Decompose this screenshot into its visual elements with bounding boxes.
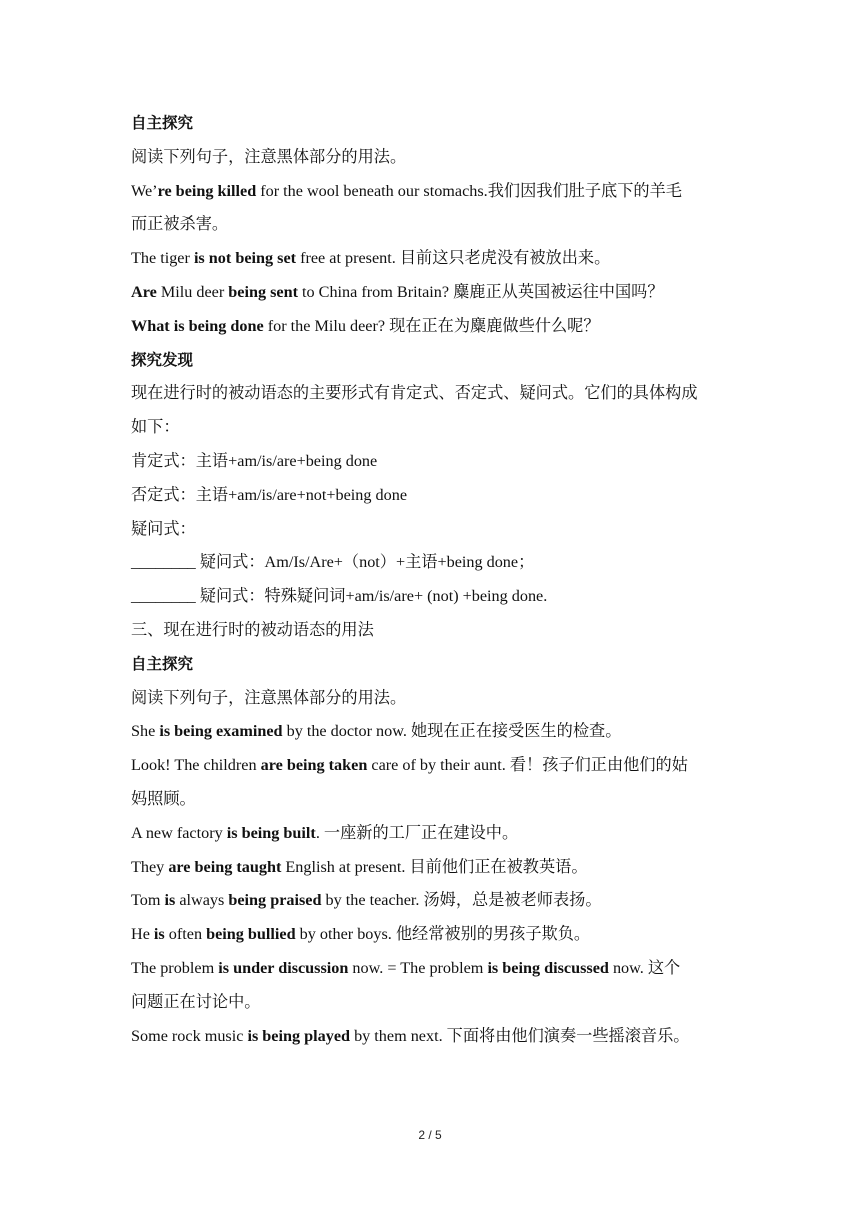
text-line [131,783,736,817]
text-line [131,242,736,276]
bold-phrase: are being taken [260,756,368,775]
text-line [131,175,736,209]
text-run: We’ [131,181,158,200]
bold-phrase: is being discussed [487,958,609,977]
text-run: Some rock music [131,1026,248,1045]
text-line [131,682,736,716]
text-run: to China from Britain? 麋鹿正从英国被运往中国吗？ [297,282,664,301]
text-line [131,952,736,986]
text-run: . 一座新的工厂正在建设中。 [315,823,519,842]
bold-phrase: is being played [247,1026,351,1045]
bold-phrase: being bullied [206,925,296,944]
text-line [131,445,736,479]
text-run: They [131,857,169,876]
bold-phrase: 自主探究 [131,654,194,673]
bold-phrase: is being examined [159,722,283,741]
text-line [131,614,736,648]
text-run: for the Milu deer? 现在正在为麋鹿做些什么呢？ [263,316,600,335]
section-heading [131,107,736,141]
bold-phrase: Are [131,282,157,301]
bold-phrase: is under discussion [218,958,349,977]
bold-phrase: are being taught [168,857,282,876]
text-run: by other boys. 他经常被别的男孩子欺负。 [295,925,591,944]
page-number: 2 / 5 [418,1128,442,1142]
text-line [131,884,736,918]
text-run: ________ 疑问式：特殊疑问词+am/is/are+ (not) +being done. [131,587,548,606]
text-run: Tom [131,891,165,910]
section-heading [131,648,736,682]
text-run: ________ 疑问式：Am/Is/Are+（not）+主语+being done； [131,553,535,572]
bold-phrase: is [153,925,165,944]
text-run: 现在进行时的被动语态的主要形式有肯定式、否定式、疑问式。它们的具体构成 [131,384,698,403]
text-line [131,749,736,783]
text-run: 肯定式：主语+am/is/are+being done [131,451,378,470]
text-run: He [131,925,154,944]
text-line [131,479,736,513]
bold-phrase: being praised [228,891,322,910]
text-run: The tiger [131,249,194,268]
text-line [131,411,736,445]
text-run: 如下： [131,418,180,437]
bold-phrase: being sent [228,282,298,301]
text-line [131,986,736,1020]
text-run: She [131,722,160,741]
text-line [131,580,736,614]
text-run: by the doctor now. 她现在正在接受医生的检查。 [282,722,622,741]
text-run: now. 这个 [608,958,681,977]
bold-phrase: is being built [226,823,316,842]
bold-phrase: 自主探究 [131,114,194,132]
section-heading [131,344,736,378]
text-line [131,918,736,952]
text-line [131,208,736,242]
text-run: 问题正在讨论中。 [131,992,261,1011]
text-run: by them next. 下面将由他们演奏一些摇滚音乐。 [350,1026,690,1045]
text-run: free at present. 目前这只老虎没有被放出来。 [296,249,611,268]
text-run: often [164,925,207,944]
text-line [131,715,736,749]
text-run: 疑问式： [131,519,196,538]
document-body [131,107,736,1053]
text-run: by the teacher. 汤姆，总是被老师表扬。 [321,891,602,910]
bold-phrase: is [164,891,176,910]
text-run: 妈照顾。 [131,789,196,808]
bold-phrase: re being killed [157,181,257,200]
text-run: Look! The children [131,756,261,775]
text-line [131,546,736,580]
text-line [131,276,736,310]
text-run: A new factory [131,823,227,842]
text-line [131,851,736,885]
text-run: always [175,891,229,910]
text-run: care of by their aunt. 看！孩子们正由他们的姑 [367,756,688,775]
text-line [131,141,736,175]
text-run: Milu deer [156,282,229,301]
bold-phrase: is not being set [193,249,297,268]
text-run: for the wool beneath our stomachs.我们因我们肚子底下的羊毛 [256,181,682,200]
text-run: 否定式：主语+am/is/are+not+being done [131,485,408,504]
bold-phrase: 探究发现 [131,350,194,369]
text-line [131,310,736,344]
text-line [131,817,736,851]
text-run: The problem [131,958,219,977]
text-line [131,1020,736,1054]
text-run: English at present. 目前他们正在被教英语。 [281,857,588,876]
bold-phrase: What is being done [131,316,264,335]
text-run: 阅读下列句子，注意黑体部分的用法。 [131,688,407,707]
text-run: 阅读下列句子，注意黑体部分的用法。 [131,147,407,166]
text-run: 而正被杀害。 [131,215,229,234]
text-run: now. = The problem [348,958,488,977]
text-line [131,377,736,411]
text-run: 三、现在进行时的被动语态的用法 [131,620,374,639]
text-line [131,513,736,547]
